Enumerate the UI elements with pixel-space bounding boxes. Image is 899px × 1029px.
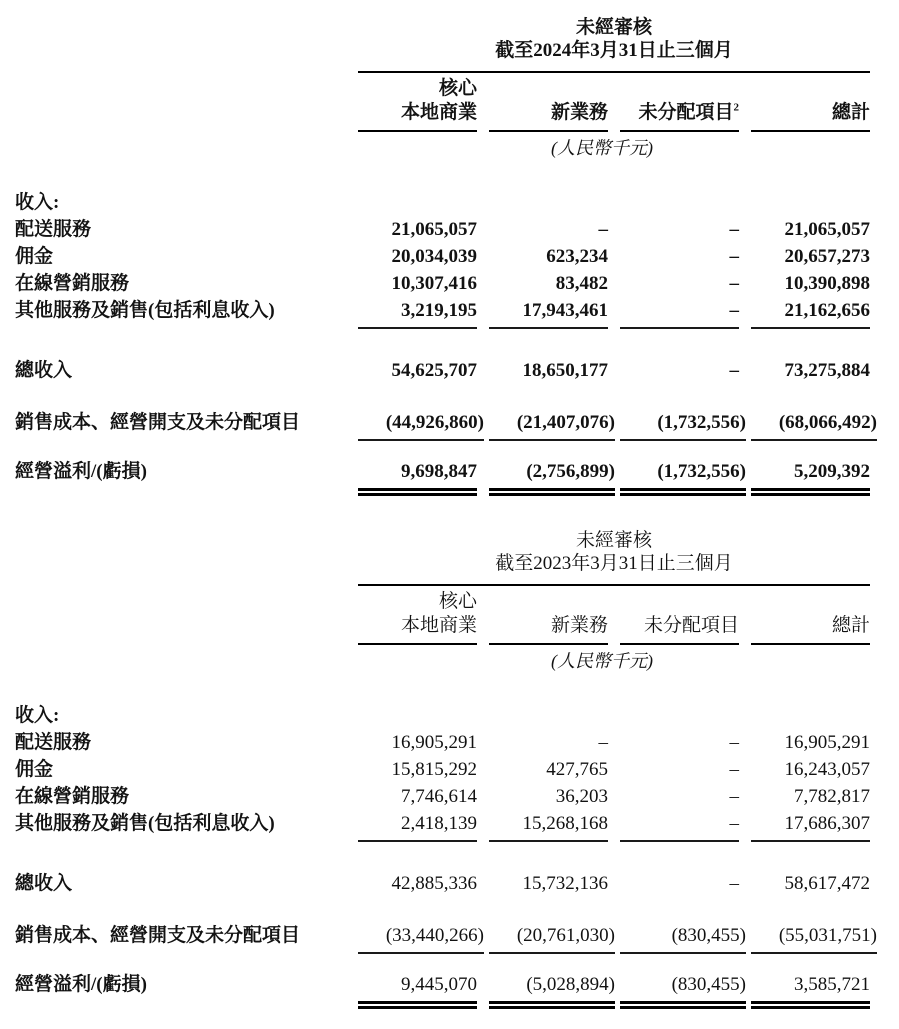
- cell-value: 20,657,273: [784, 246, 870, 267]
- cell-value: 83,482: [555, 273, 608, 294]
- table-row: [0, 783, 870, 810]
- cell-value: 16,905,291: [391, 732, 477, 753]
- operating-profit-row: [0, 458, 870, 496]
- cell-value: 623,234: [546, 246, 608, 267]
- spacer-cell: [0, 77, 346, 132]
- row-label: 總收入: [15, 873, 73, 894]
- period-label: 截至2024年3月31日止三個月: [495, 40, 733, 61]
- col-header-unallocated-items: 未分配項目: [620, 590, 739, 645]
- col-header-total: 總計: [751, 590, 870, 645]
- footnote-ref: 2: [733, 101, 739, 114]
- cell-value: (20,761,030): [489, 922, 615, 954]
- col-header-line1: 核心: [438, 591, 477, 612]
- table-row: [0, 756, 870, 783]
- row-label: 銷售成本、經營開支及未分配項目: [15, 925, 301, 946]
- cell-value: 7,746,614: [401, 786, 477, 807]
- total-revenue-row: [0, 357, 870, 384]
- cell-value: 21,065,057: [784, 219, 870, 240]
- cell-value: (21,407,076): [489, 409, 615, 441]
- table-row: [0, 297, 870, 329]
- col-header-new-initiatives: 新業務: [489, 590, 608, 645]
- column-header-row: [0, 590, 870, 645]
- cell-value: 10,307,416: [391, 273, 477, 294]
- cell-value: –: [598, 219, 608, 240]
- row-label: 其他服務及銷售(包括利息收入): [15, 813, 275, 834]
- cell-value: –: [729, 786, 739, 807]
- col-header-core-local-commerce: [358, 77, 477, 132]
- table-row: [0, 810, 870, 842]
- table-row: [0, 270, 870, 297]
- row-label: 佣金: [15, 246, 54, 267]
- cell-value: 73,275,884: [784, 360, 870, 381]
- column-header-row: [0, 77, 870, 132]
- header-top-rule: [358, 584, 870, 586]
- cell-value: (55,031,751): [751, 922, 877, 954]
- cell-value: 17,943,461: [489, 297, 608, 329]
- cell-value: (830,455): [620, 922, 746, 954]
- period-header: [358, 16, 870, 62]
- cell-value: 9,698,847: [358, 458, 477, 496]
- cell-value: –: [620, 297, 739, 329]
- cell-value: 427,765: [546, 759, 608, 780]
- table-row: [0, 216, 870, 243]
- row-label: 經營溢利/(虧損): [15, 974, 147, 995]
- segment-table-2023: [0, 529, 877, 1009]
- cell-value: 36,203: [555, 786, 608, 807]
- cell-value: (33,440,266): [358, 922, 484, 954]
- segment-table-2024: [0, 16, 877, 496]
- cell-value: –: [729, 759, 739, 780]
- cell-value: –: [620, 810, 739, 842]
- section-label: 收入:: [15, 192, 60, 213]
- cell-value: 21,065,057: [391, 219, 477, 240]
- cell-value: 17,686,307: [751, 810, 870, 842]
- section-label: 收入:: [15, 705, 60, 726]
- cell-value: 42,885,336: [391, 873, 477, 894]
- row-label: 總收入: [15, 360, 73, 381]
- cell-value: 21,162,656: [751, 297, 870, 329]
- cell-value: 15,815,292: [391, 759, 477, 780]
- unaudited-label: 未經審核: [575, 530, 652, 551]
- cell-value: 2,418,139: [358, 810, 477, 842]
- cell-value: 9,445,070: [358, 971, 477, 1009]
- row-label: 銷售成本、經營開支及未分配項目: [15, 412, 301, 433]
- cell-value: (5,028,894): [489, 971, 615, 1009]
- period-header: [358, 529, 870, 575]
- cell-value: –: [729, 873, 739, 894]
- revenue-section-row: [0, 189, 870, 216]
- table-row: [0, 729, 870, 756]
- period-label: 截至2023年3月31日止三個月: [495, 553, 733, 574]
- row-label: 其他服務及銷售(包括利息收入): [15, 300, 275, 321]
- col-header-line1: 核心: [438, 78, 477, 99]
- row-label: 在線營銷服務: [15, 786, 130, 807]
- cell-value: (44,926,860): [358, 409, 484, 441]
- cell-value: 7,782,817: [794, 786, 870, 807]
- header-top-rule: [358, 71, 870, 73]
- col-header-line2: 本地商業: [400, 615, 477, 636]
- unaudited-label: 未經審核: [575, 17, 652, 38]
- cell-value: 16,905,291: [784, 732, 870, 753]
- cell-value: –: [729, 246, 739, 267]
- cell-value: (68,066,492): [751, 409, 877, 441]
- cell-value: –: [729, 732, 739, 753]
- cell-value: (2,756,899): [489, 458, 615, 496]
- cell-value: (830,455): [620, 971, 746, 1009]
- cell-value: 15,732,136: [522, 873, 608, 894]
- col-header-core-local-commerce: [358, 590, 477, 645]
- col-header-total: 總計: [751, 77, 870, 132]
- cell-value: 5,209,392: [751, 458, 870, 496]
- row-label: 佣金: [15, 759, 54, 780]
- currency-unit-note: (人民幣千元): [551, 651, 653, 671]
- revenue-section-row: [0, 702, 870, 729]
- cost-and-expenses-row: [0, 409, 877, 441]
- cell-value: –: [729, 219, 739, 240]
- cell-value: 15,268,168: [489, 810, 608, 842]
- row-label: 在線營銷服務: [15, 273, 130, 294]
- spacer-cell: [0, 590, 346, 645]
- cell-value: 58,617,472: [784, 873, 870, 894]
- total-revenue-row: [0, 870, 870, 897]
- cell-value: 3,219,195: [358, 297, 477, 329]
- row-label: 經營溢利/(虧損): [15, 461, 147, 482]
- cell-value: (1,732,556): [620, 458, 746, 496]
- cell-value: 3,585,721: [751, 971, 870, 1009]
- table-row: [0, 243, 870, 270]
- cell-value: (1,732,556): [620, 409, 746, 441]
- col-header-unallocated-items: 未分配項目$^2$: [620, 77, 739, 132]
- cell-value: 10,390,898: [784, 273, 870, 294]
- cell-value: –: [729, 273, 739, 294]
- cell-value: 16,243,057: [784, 759, 870, 780]
- cell-value: 18,650,177: [522, 360, 608, 381]
- cost-and-expenses-row: [0, 922, 877, 954]
- col-header-line2: 本地商業: [400, 102, 477, 123]
- cell-value: –: [598, 732, 608, 753]
- operating-profit-row: [0, 971, 870, 1009]
- row-label: 配送服務: [15, 732, 92, 753]
- cell-value: 20,034,039: [391, 246, 477, 267]
- currency-unit-note: (人民幣千元): [551, 138, 653, 158]
- row-label: 配送服務: [15, 219, 92, 240]
- cell-value: 54,625,707: [391, 360, 477, 381]
- col-header-new-initiatives: 新業務: [489, 77, 608, 132]
- cell-value: –: [729, 360, 739, 381]
